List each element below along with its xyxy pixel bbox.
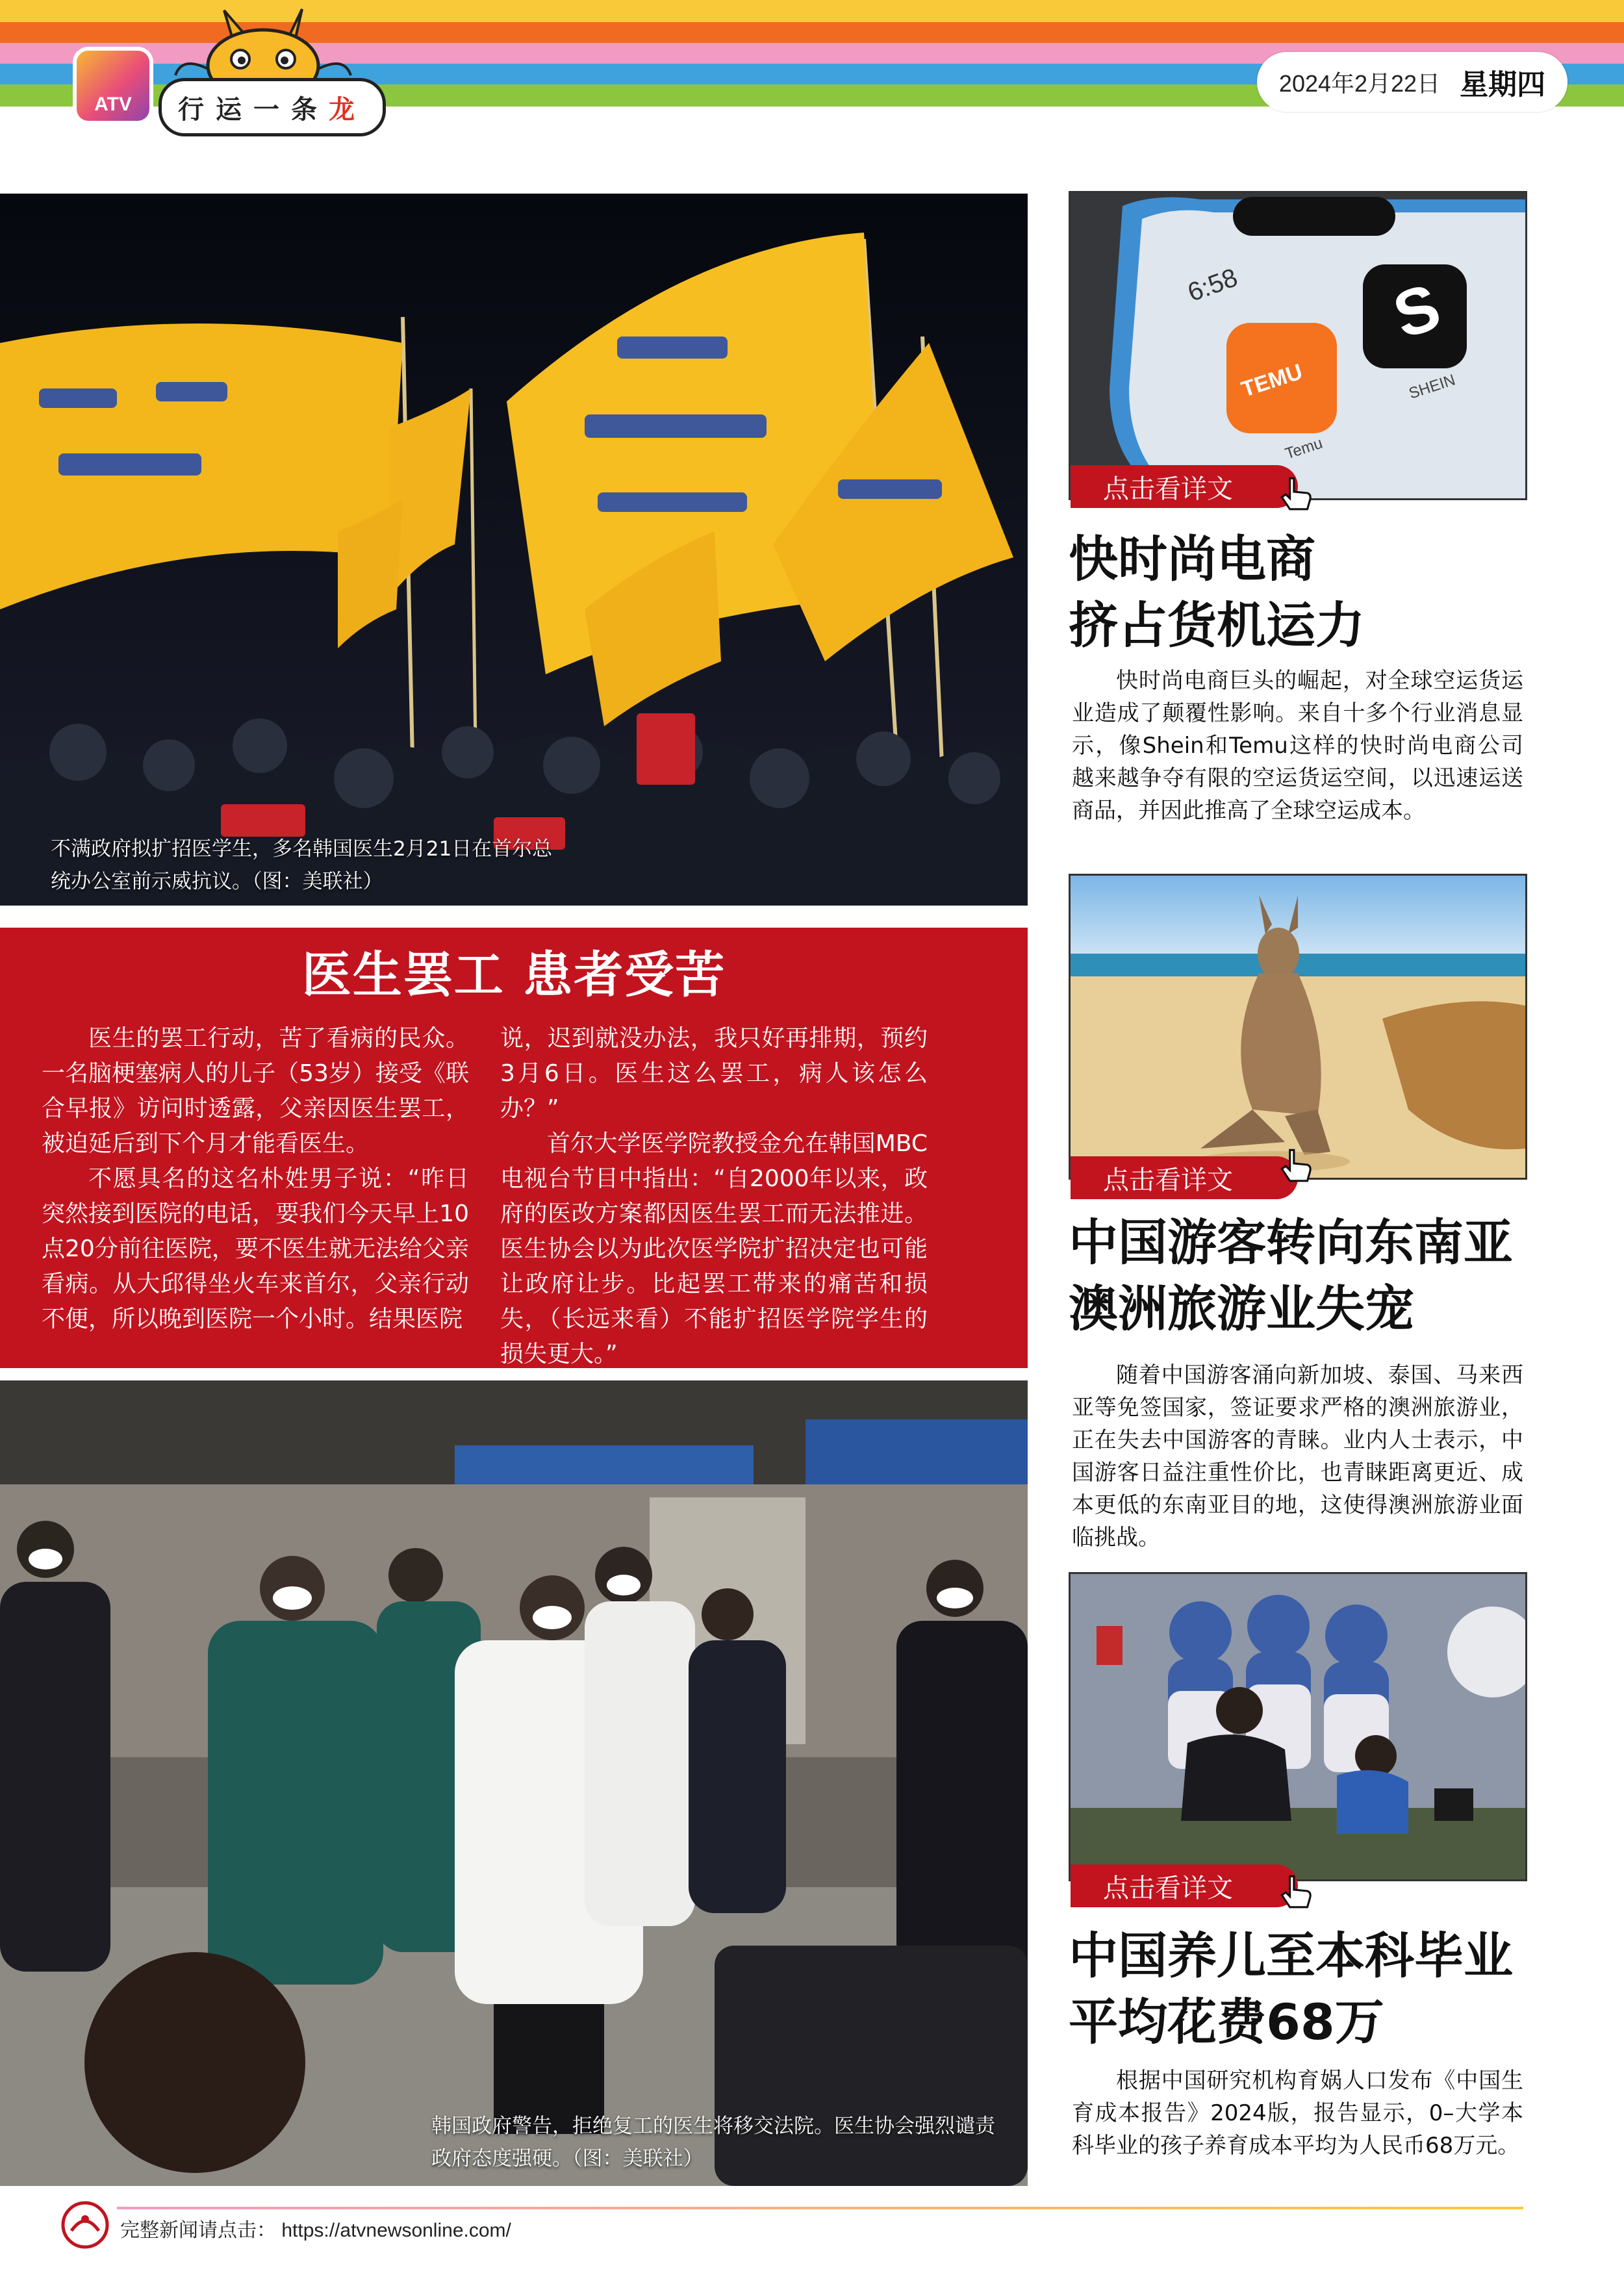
slogan-char: 一 <box>253 94 291 125</box>
phone-time: 6:58 <box>1184 263 1241 308</box>
footer-logo-icon <box>60 2200 110 2250</box>
issue-date: 2024年2月22日 <box>1278 70 1441 97</box>
story3-text: 根据中国研究机构育娲人口发布《中国生育成本报告》2024版，报告显示，0–大学本科毕业的孩子养育成本平均为人民币68万元。 <box>1072 2068 1523 2159</box>
story1-title <box>1069 526 1536 659</box>
story2-text: 随着中国游客涌向新加坡、泰国、马来西亚等免签国家，签证要求严格的澳洲旅游业，正在失去中国游客的青睐。业内人士表示，中国游客日益注重性价比，也青睐距离更近、成本更低的东南亚目的地，这使得澳洲旅游业面临挑战。 <box>1072 1362 1523 1551</box>
hospital-photo-image <box>0 1380 1028 2186</box>
story3-photo[interactable] <box>1069 1572 1527 1881</box>
story3-summary <box>1072 2064 1523 2162</box>
feature-paragraph: 说，迟到就没办法，我只好再排期，预约3月6日。医生这么罢工，病人该怎么办？” <box>500 1025 928 1122</box>
pointer-hand-icon <box>1276 1871 1317 1911</box>
story2-title <box>1069 1210 1536 1342</box>
story2-summary <box>1072 1359 1523 1554</box>
shein-app-label: SHEIN <box>1406 371 1458 403</box>
feature-column-right <box>500 1021 928 1372</box>
date-badge <box>1257 52 1567 112</box>
feature-paragraph: 不愿具名的这名朴姓男子说：“昨日突然接到医院的电话，要我们今天早上10点20分前往医院，要不医生就无法给父亲看病。从大邱得坐火车来首尔，父亲行动不便，所以晚到医院一个小时。结果医院 <box>42 1165 469 1332</box>
story3-title-line2: 平均花费68万 <box>1069 1993 1384 2051</box>
story2-photo-image <box>1071 876 1525 1178</box>
story1-title-line1: 快时尚电商 <box>1069 530 1315 588</box>
story1-title-line2: 挤占货机运力 <box>1069 596 1365 654</box>
feature-paragraph: 医生的罢工行动，苦了看病的民众。一名脑梗塞病人的儿子（53岁）接受《联合早报》访问时透露，父亲因医生罢工，被迫延后到下个月才能看医生。 <box>42 1025 469 1157</box>
slogan-char: 龙 <box>329 94 366 125</box>
hospital-photo[interactable] <box>0 1380 1028 2186</box>
story1-summary <box>1072 665 1523 827</box>
protest-photo[interactable] <box>0 194 1028 906</box>
story3-title <box>1069 1923 1536 2055</box>
pointer-hand-icon <box>1276 1145 1317 1185</box>
story1-text: 快时尚电商巨头的崛起，对全球空运货运业造成了颠覆性影响。来自十多个行业消息显示，像Shein和Temu这样的快时尚电商公司越来越争夺有限的空运货运空间，以迅速运送商品，并因此推高了全球空运成本。 <box>1072 668 1523 824</box>
slogan-char: 运 <box>216 94 253 125</box>
footer-divider <box>117 2207 1523 2209</box>
story3-photo-image <box>1071 1574 1525 1879</box>
feature-column-left <box>42 1021 469 1337</box>
footer-url-link[interactable]: https://atvnewsonline.com/ <box>281 2220 511 2241</box>
story1-photo[interactable] <box>1069 191 1527 500</box>
feature-paragraph: 首尔大学医学院教授金允在韩国MBC电视台节目中指出：“自2000年以来，政府的医改方案都因医生罢工而无法推进。医生协会以为此次医学院扩招决定也可能让政府让步。比起罢工带来的痛苦和损失，（长远来看）不能扩招医学院学生的损失更大。” <box>500 1130 928 1367</box>
story2-title-line1: 中国游客转向东南亚 <box>1069 1213 1513 1271</box>
logo-text: ATV <box>94 94 132 115</box>
protest-photo-caption: 不满政府拟扩招医学生，多名韩国医生2月21日在首尔总统办公室前示威抗议。（图：美联社） <box>51 837 553 893</box>
hospital-photo-caption: 韩国政府警告，拒绝复工的医生将移交法院。医生协会强烈谴责政府态度强硬。（图：美联社） <box>431 2115 995 2170</box>
temu-app-label: Temu <box>1283 434 1325 463</box>
slogan-pill <box>159 78 386 136</box>
slogan-char: 条 <box>291 94 329 125</box>
shein-app-icon: S <box>1385 270 1449 353</box>
story2-detail-button[interactable]: 点击看详文 <box>1071 1156 1298 1199</box>
story1-detail-button[interactable]: 点击看详文 <box>1071 465 1298 508</box>
footer-link-row <box>120 2214 511 2242</box>
pointer-hand-icon <box>1276 473 1317 513</box>
story2-title-line2: 澳洲旅游业失宠 <box>1069 1280 1414 1338</box>
footer-label: 完整新闻请点击： <box>120 2220 276 2241</box>
feature-title: 医生罢工 患者受苦 <box>301 946 726 1004</box>
issue-weekday: 星期四 <box>1460 68 1546 101</box>
slogan-char: 行 <box>178 94 216 125</box>
protest-photo-image <box>0 194 1028 906</box>
story2-photo[interactable] <box>1069 874 1527 1180</box>
temu-app-icon: TEMU <box>1238 359 1306 402</box>
story3-title-line1: 中国养儿至本科毕业 <box>1069 1927 1513 1985</box>
story3-detail-button[interactable]: 点击看详文 <box>1071 1864 1298 1907</box>
atv-logo[interactable] <box>77 51 149 121</box>
